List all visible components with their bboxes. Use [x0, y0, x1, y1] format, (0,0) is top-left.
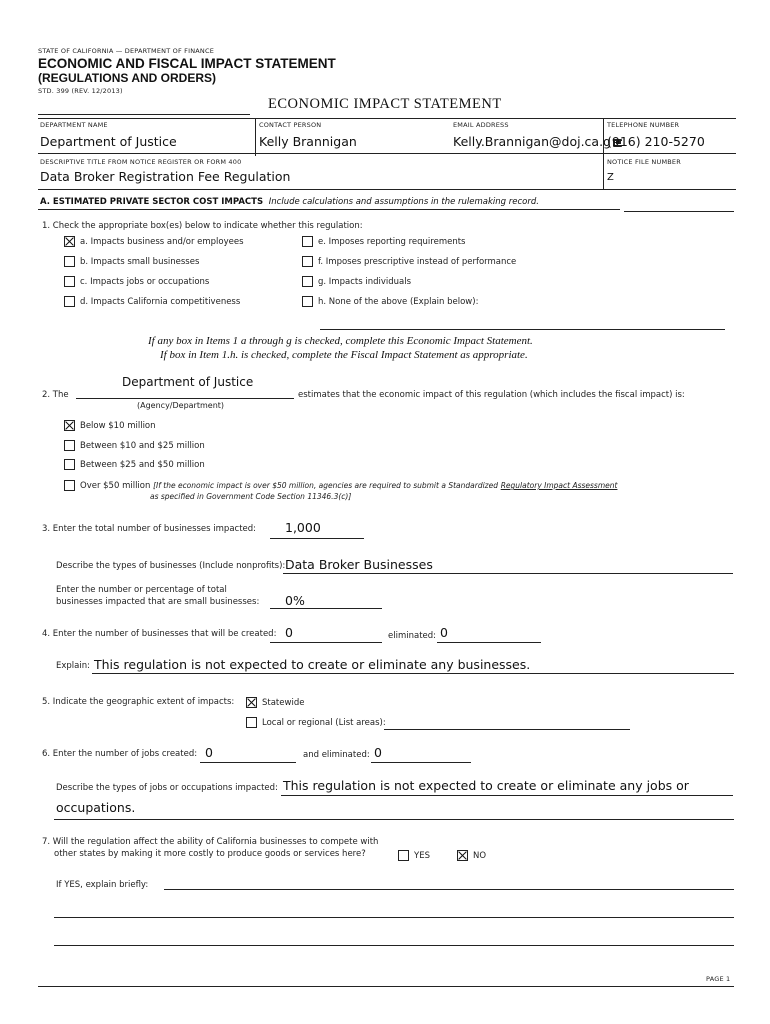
q2-25-50m-label: Between $25 and $50 million	[80, 460, 205, 470]
section-a-rule-tail	[624, 211, 734, 212]
email-value: Kelly.Brannigan@doj.ca.g	[453, 134, 611, 149]
contact-bottom-rule	[38, 153, 736, 154]
q4-explain-label: Explain:	[56, 661, 90, 671]
contact-person-field[interactable]: Kelly Brannigan	[259, 134, 357, 149]
q2-below-10m-label: Below $10 million	[80, 421, 156, 431]
q2-over-50m-checkbox[interactable]	[64, 480, 75, 491]
q7-explain-line-1[interactable]	[164, 889, 734, 890]
q7-explain-label: If YES, explain briefly:	[56, 880, 149, 890]
agency-line: STATE OF CALIFORNIA — DEPARTMENT OF FINANCE	[38, 47, 215, 55]
q2-agency-caption: (Agency/Department)	[137, 401, 225, 410]
q1-g-checkbox[interactable]	[302, 276, 313, 287]
q6-created-line	[200, 762, 296, 763]
q6-jobs-eliminated-field[interactable]: 0	[374, 745, 382, 760]
section-a-rule	[38, 209, 620, 210]
q7-prompt-2: other states by making it more costly to produce goods or services here?	[54, 849, 366, 859]
descriptive-title-label: DESCRIPTIVE TITLE FROM NOTICE REGISTER OR FORM 400	[40, 158, 242, 166]
q5-statewide-label: Statewide	[262, 698, 305, 708]
q7-yes-label: YES	[414, 851, 430, 861]
q3-business-types-field[interactable]: Data Broker Businesses	[285, 557, 433, 572]
q4-prompt: 4. Enter the number of businesses that will be created:	[42, 629, 277, 639]
email-label: EMAIL ADDRESS	[453, 121, 509, 129]
email-field[interactable]	[453, 134, 622, 149]
q2-suffix: estimates that the economic impact of this regulation (which includes the fiscal impact) is:	[298, 390, 685, 400]
q1-h-label: h. None of the above (Explain below):	[318, 297, 479, 307]
q2-over-note-2: as specified in Government Code Section 11346.3(c)]	[150, 492, 352, 501]
q3-types-line	[283, 573, 733, 574]
q7-prompt-1: 7. Will the regulation affect the ability of California businesses to compete with	[42, 837, 379, 847]
q3-count-line	[270, 538, 364, 539]
q1-b-checkbox[interactable]	[64, 256, 75, 267]
q1-note-line1: If any box in Items 1 a through g is checked, complete this Economic Impact Statement.	[148, 335, 533, 347]
footer-rule	[38, 986, 734, 987]
q1-f-label: f. Imposes prescriptive instead of performance	[318, 257, 517, 267]
q2-below-10m-checkbox[interactable]	[64, 420, 75, 431]
q2-over-50m-label	[80, 481, 617, 491]
q5-local-label: Local or regional (List areas):	[262, 718, 386, 728]
contact-divider-1	[255, 118, 256, 156]
q2-25-50m-checkbox[interactable]	[64, 459, 75, 470]
sria-link[interactable]: Regulatory Impact Assessment	[500, 481, 618, 490]
phone-field[interactable]: (916) 210-5270	[607, 134, 705, 149]
q6-prompt: 6. Enter the number of jobs created:	[42, 749, 198, 759]
q3-small-line	[270, 608, 382, 609]
q1-c-checkbox[interactable]	[64, 276, 75, 287]
contact-person-label: CONTACT PERSON	[259, 121, 322, 129]
q5-prompt: 5. Indicate the geographic extent of impacts:	[42, 697, 235, 707]
q2-over-note: [If the economic impact is over $50 million, agencies are required to submit a Standardized	[153, 481, 498, 490]
q1-a-checkbox[interactable]	[64, 236, 75, 247]
q6-eliminated-label: and eliminated:	[303, 750, 370, 760]
notice-divider	[603, 153, 604, 189]
q1-g-label: g. Impacts individuals	[318, 277, 412, 287]
q2-agency-field[interactable]: Department of Justice	[122, 375, 254, 389]
q1-h-explain-line[interactable]	[320, 329, 725, 330]
q2-10-25m-checkbox[interactable]	[64, 440, 75, 451]
notice-file-label: NOTICE FILE NUMBER	[607, 158, 681, 166]
q1-e-label: e. Imposes reporting requirements	[318, 237, 466, 247]
q1-a-label: a. Impacts business and/or employees	[80, 237, 244, 247]
q1-e-checkbox[interactable]	[302, 236, 313, 247]
section-a-title: A. ESTIMATED PRIVATE SECTOR COST IMPACTS	[40, 197, 264, 207]
q2-prefix: 2. The	[42, 390, 69, 400]
q3-business-count-field[interactable]: 1,000	[285, 520, 321, 535]
header-rule	[38, 114, 250, 115]
q5-local-line	[384, 729, 630, 730]
q4-eliminated-label: eliminated:	[388, 631, 437, 641]
q4-created-line	[270, 642, 382, 643]
q3-small-prompt-2: businesses impacted that are small businesses:	[56, 597, 260, 607]
q7-explain-line-2[interactable]	[54, 917, 734, 918]
form-title: ECONOMIC AND FISCAL IMPACT STATEMENT	[38, 56, 336, 71]
form-subtitle: (REGULATIONS AND ORDERS)	[38, 71, 216, 85]
q2-10-25m-label: Between $10 and $25 million	[80, 441, 205, 451]
q4-eliminated-line	[437, 642, 541, 643]
q1-c-label: c. Impacts jobs or occupations	[80, 277, 210, 287]
q1-h-checkbox[interactable]	[302, 296, 313, 307]
department-field[interactable]: Department of Justice	[40, 134, 177, 149]
page-number: PAGE 1	[706, 975, 731, 983]
section-a-heading	[40, 197, 539, 207]
q1-f-checkbox[interactable]	[302, 256, 313, 267]
q3-small-business-field[interactable]: 0%	[285, 593, 305, 608]
notice-file-field[interactable]: Z	[607, 172, 614, 183]
q5-statewide-checkbox[interactable]	[246, 697, 257, 708]
q6-jobs-created-field[interactable]: 0	[205, 745, 213, 760]
q3-small-prompt-1: Enter the number or percentage of total	[56, 585, 227, 595]
q1-b-label: b. Impacts small businesses	[80, 257, 200, 267]
q2-agency-line	[76, 398, 294, 399]
q1-note-line2: If box in Item 1.h. is checked, complete the Fiscal Impact Statement as appropriate.	[160, 349, 528, 361]
contact-top-rule	[38, 118, 736, 119]
q5-local-checkbox[interactable]	[246, 717, 257, 728]
q4-created-field[interactable]: 0	[285, 625, 293, 640]
form-number: STD. 399 (REV. 12/2013)	[38, 87, 123, 95]
q6-job-types-field-2[interactable]: occupations.	[56, 800, 136, 815]
q6-types-line-2	[54, 819, 734, 820]
q7-no-label: NO	[473, 851, 487, 861]
q6-types-line-1	[281, 795, 733, 796]
descriptive-title-field[interactable]: Data Broker Registration Fee Regulation	[40, 169, 291, 184]
title-bottom-rule	[38, 189, 736, 190]
q6-job-types-field[interactable]: This regulation is not expected to create or eliminate any jobs or	[283, 778, 689, 793]
q6-types-prompt: Describe the types of jobs or occupations impacted:	[56, 783, 278, 793]
q7-yes-checkbox[interactable]	[398, 850, 409, 861]
q1-d-label: d. Impacts California competitiveness	[80, 297, 241, 307]
q4-eliminated-field[interactable]: 0	[440, 625, 448, 640]
center-title: ECONOMIC IMPACT STATEMENT	[268, 96, 502, 112]
department-label: DEPARTMENT NAME	[40, 121, 108, 129]
q6-eliminated-line	[371, 762, 471, 763]
q4-explain-line	[92, 673, 734, 674]
q3-prompt: 3. Enter the total number of businesses impacted:	[42, 524, 257, 534]
contact-divider-2	[603, 118, 604, 156]
phone-label: TELEPHONE NUMBER	[607, 121, 680, 129]
section-a-note: Include calculations and assumptions in the rulemaking record.	[268, 197, 539, 207]
q1-d-checkbox[interactable]	[64, 296, 75, 307]
q7-explain-line-3[interactable]	[54, 945, 734, 946]
q4-explain-field[interactable]: This regulation is not expected to create or eliminate any businesses.	[94, 657, 531, 672]
q7-no-checkbox[interactable]	[457, 850, 468, 861]
q2-over-50m-text: Over $50 million	[80, 481, 151, 491]
q1-prompt: 1. Check the appropriate box(es) below to indicate whether this regulation:	[42, 221, 363, 231]
q3-types-prompt: Describe the types of businesses (Include nonprofits):	[56, 561, 286, 571]
